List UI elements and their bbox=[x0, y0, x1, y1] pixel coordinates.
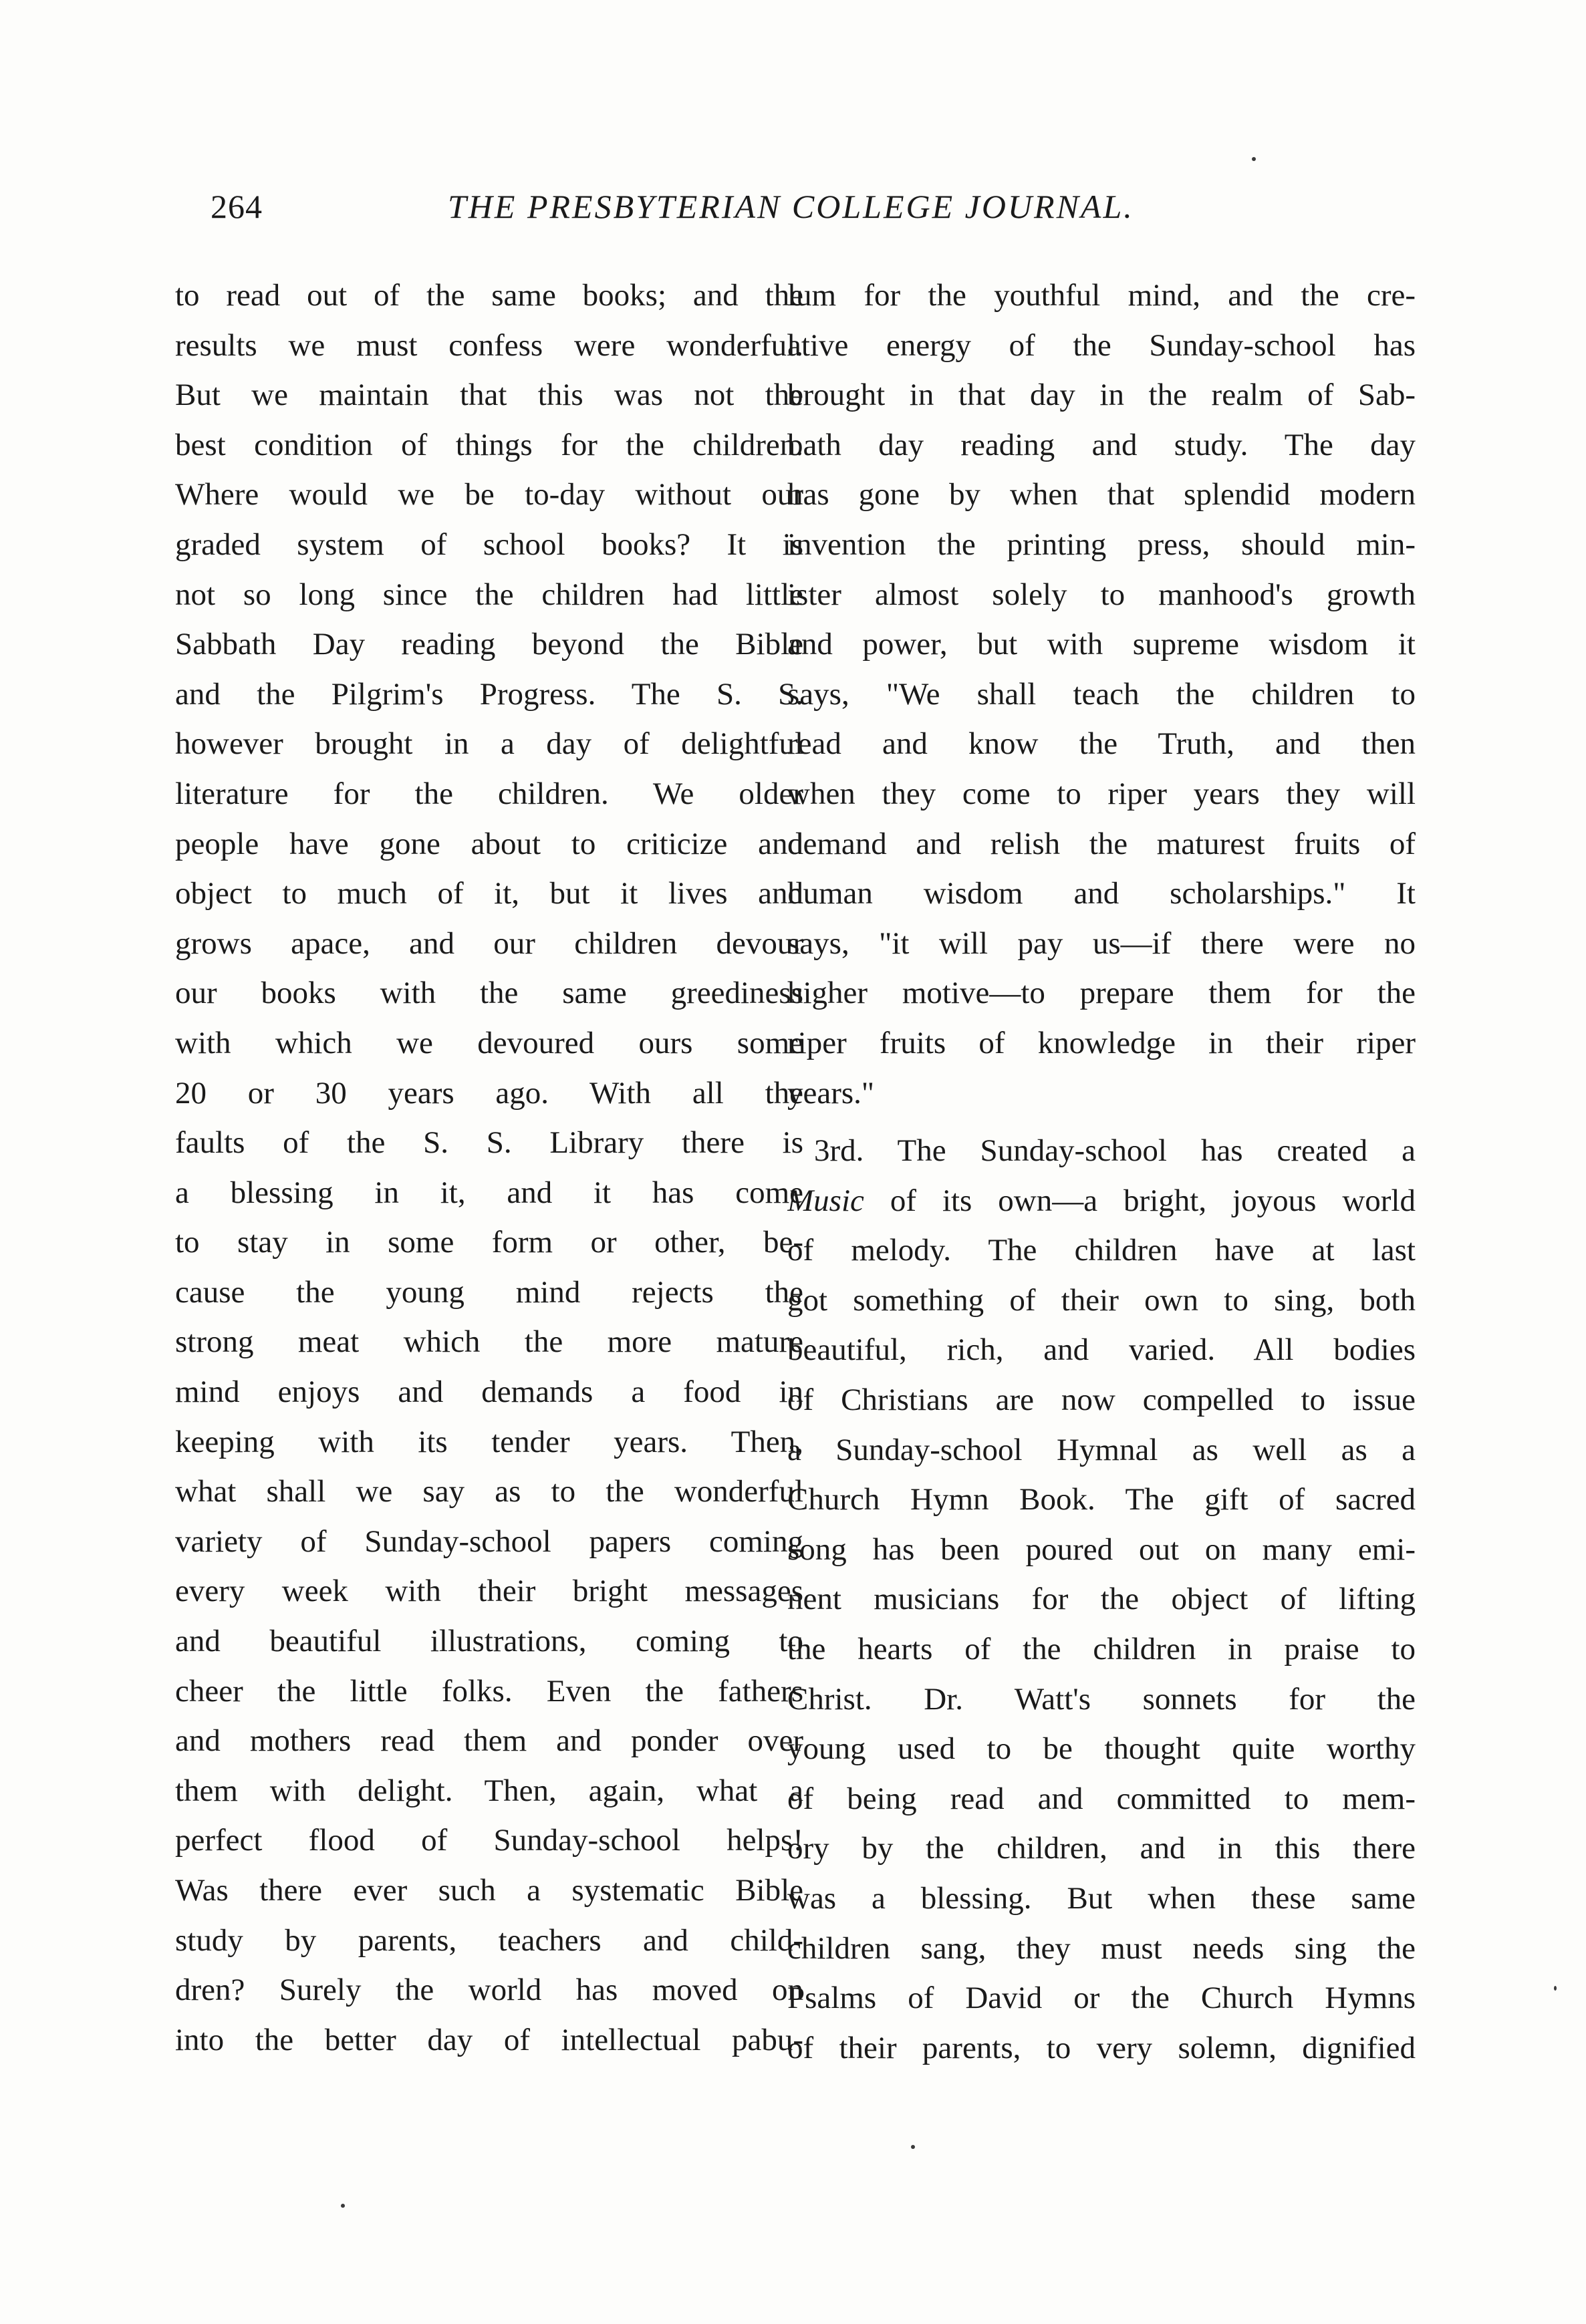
text-line: variety of Sunday-school papers coming bbox=[175, 1523, 803, 1559]
text-line: of their parents, to very solemn, dignified bbox=[787, 2030, 1416, 2065]
paragraph bbox=[787, 271, 1416, 1118]
text-line: ister almost solely to manhood's growth bbox=[787, 577, 1416, 612]
text-line: demand and relish the maturest fruits of bbox=[787, 826, 1416, 861]
text-line: graded system of school books? It is bbox=[175, 527, 803, 562]
text-line: with which we devoured ours some bbox=[175, 1025, 803, 1060]
text-line: says, "We shall teach the children to bbox=[787, 676, 1416, 712]
text-line: Church Hymn Book. The gift of sacred bbox=[787, 1482, 1416, 1517]
text-line: young used to be thought quite worthy bbox=[787, 1731, 1416, 1767]
page-header bbox=[150, 180, 1407, 241]
text-line: cheer the little folks. Even the fathers bbox=[175, 1673, 803, 1709]
ink-speck bbox=[1554, 1986, 1557, 1991]
text-line: strong meat which the more mature bbox=[175, 1324, 803, 1360]
text-line: lum for the youthful mind, and the cre- bbox=[787, 278, 1416, 313]
text-line: says, "it will pay us—if there were no bbox=[787, 925, 1416, 961]
text-line: years." bbox=[787, 1075, 875, 1111]
text-line: Psalms of David or the Church Hymns bbox=[787, 1981, 1416, 2016]
text-line: keeping with its tender years. Then, bbox=[175, 1424, 803, 1459]
text-line: them with delight. Then, again, what a bbox=[175, 1773, 803, 1808]
text-line: mind enjoys and demands a food in bbox=[175, 1374, 803, 1410]
text-line: perfect flood of Sunday-school helps! bbox=[175, 1823, 803, 1858]
text-line bbox=[787, 1126, 1416, 1176]
text-line: of melody. The children have at last bbox=[787, 1233, 1416, 1268]
text-line: Christ. Dr. Watt's sonnets for the bbox=[787, 1681, 1416, 1717]
italic-word: Music bbox=[787, 1183, 864, 1218]
ink-speck bbox=[1252, 157, 1256, 161]
text-line: bath day reading and study. The day bbox=[787, 427, 1416, 462]
text-line: riper fruits of knowledge in their riper bbox=[787, 1025, 1416, 1060]
text-line-rest: of its own—a bright, joyous world bbox=[864, 1183, 1416, 1218]
text-line: object to much of it, but it lives and bbox=[175, 876, 803, 911]
text-line: when they come to riper years they will bbox=[787, 776, 1416, 811]
text-line: into the better day of intellectual pabu- bbox=[175, 2022, 803, 2057]
text-line: Where would we be to-day without our bbox=[175, 477, 803, 513]
text-line: and beautiful illustrations, coming to bbox=[175, 1624, 803, 1659]
text-line: brought in that day in the realm of Sab- bbox=[787, 378, 1416, 413]
text-line: song has been poured out on many emi- bbox=[787, 1532, 1416, 1567]
text-line: nent musicians for the object of lifting bbox=[787, 1582, 1416, 1617]
paragraph bbox=[787, 1225, 1416, 2073]
text-line: our books with the same greediness bbox=[175, 976, 803, 1011]
text-line: to read out of the same books; and the bbox=[175, 278, 803, 313]
text-line: read and know the Truth, and then bbox=[787, 726, 1416, 762]
text-line: dren? Surely the world has moved on bbox=[175, 1973, 803, 2008]
text-line: results we must confess were wonderful. bbox=[175, 327, 803, 363]
text-line: literature for the children. We older bbox=[175, 776, 803, 811]
text-line: of Christians are now compelled to issue bbox=[787, 1383, 1416, 1418]
text-line: not so long since the children had little bbox=[175, 577, 803, 612]
ink-speck bbox=[341, 2204, 345, 2208]
text-line: the hearts of the children in praise to bbox=[787, 1632, 1416, 1667]
text-line: cause the young mind rejects the bbox=[175, 1274, 803, 1310]
text-line: grows apace, and our children devour bbox=[175, 925, 803, 961]
text-line: best condition of things for the children. bbox=[175, 427, 803, 462]
text-line: invention the printing press, should min- bbox=[787, 527, 1416, 562]
text-line: But we maintain that this was not the bbox=[175, 378, 803, 413]
page-number: 264 bbox=[211, 188, 263, 225]
text-line: and mothers read them and ponder over bbox=[175, 1723, 803, 1759]
text-line: ory by the children, and in this there bbox=[787, 1831, 1416, 1866]
text-line: a blessing in it, and it has come bbox=[175, 1175, 803, 1210]
text-line: every week with their bright messages bbox=[175, 1574, 803, 1609]
text-column-right bbox=[787, 271, 1416, 2073]
text-line: a Sunday-school Hymnal as well as a bbox=[787, 1432, 1416, 1467]
text-line: of being read and committed to mem- bbox=[787, 1781, 1416, 1816]
running-title: THE PRESBYTERIAN COLLEGE JOURNAL. bbox=[448, 188, 1134, 225]
paragraph-lead: 3rd. The Sunday-school has created a bbox=[814, 1133, 1416, 1169]
text-line: got something of their own to sing, both bbox=[787, 1282, 1416, 1318]
text-line: Was there ever such a systematic Bible bbox=[175, 1873, 803, 1908]
text-line bbox=[787, 1176, 1416, 1226]
text-line: and power, but with supreme wisdom it bbox=[787, 627, 1416, 662]
text-line: ative energy of the Sunday-school has bbox=[787, 327, 1416, 363]
text-line: faults of the S. S. Library there is bbox=[175, 1125, 803, 1161]
text-line: Sabbath Day reading beyond the Bible bbox=[175, 627, 803, 662]
text-line: has gone by when that splendid modern bbox=[787, 477, 1416, 513]
ink-speck bbox=[911, 2145, 915, 2149]
text-line: beautiful, rich, and varied. All bodies bbox=[787, 1332, 1416, 1368]
paragraph-gap bbox=[787, 1118, 1416, 1126]
text-line: 20 or 30 years ago. With all the bbox=[175, 1075, 803, 1111]
text-line: however brought in a day of delightful bbox=[175, 726, 803, 762]
text-line: study by parents, teachers and child- bbox=[175, 1922, 803, 1958]
text-line: was a blessing. But when these same bbox=[787, 1881, 1416, 1916]
text-line: higher motive—to prepare them for the bbox=[787, 976, 1416, 1011]
text-line: human wisdom and scholarships." It bbox=[787, 876, 1416, 911]
text-line: to stay in some form or other, be- bbox=[175, 1225, 803, 1260]
text-line: and the Pilgrim's Progress. The S. S. bbox=[175, 676, 803, 712]
text-column-left bbox=[175, 271, 803, 2065]
text-line: children sang, they must needs sing the bbox=[787, 1930, 1416, 1966]
text-line: what shall we say as to the wonderful bbox=[175, 1474, 803, 1509]
text-line: people have gone about to criticize and bbox=[175, 826, 803, 861]
